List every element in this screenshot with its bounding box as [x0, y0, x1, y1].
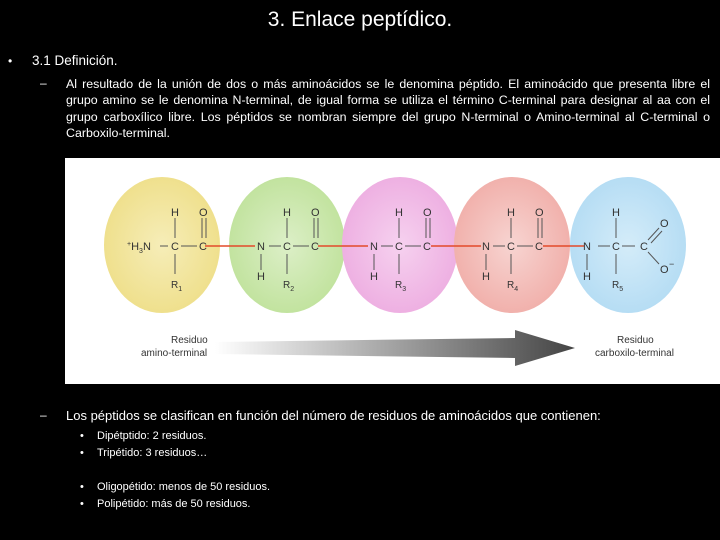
- atom-h: H: [583, 271, 591, 283]
- dash-1: –: [40, 76, 47, 90]
- section-heading: 3.1 Definición.: [32, 53, 118, 68]
- atom-o: O: [660, 264, 669, 276]
- atom-n: N: [482, 241, 490, 253]
- right-label-2: carboxilo-terminal: [595, 348, 674, 359]
- r-group-2: $R_2$: [283, 280, 295, 293]
- r-group-5: $R_5$: [612, 280, 624, 293]
- atom-o: O: [423, 207, 432, 219]
- list-item: Tripétido: 3 residuos…: [97, 447, 208, 459]
- atom-n: N: [257, 241, 265, 253]
- atom-h: H: [395, 207, 403, 219]
- definition-paragraph: Al resultado de la unión de dos o más aminoácidos se le denomina péptido. El aminoácido que presenta libre el grupo amino se le denomina N-terminal, de igual forma se utiliza el término C-terminal para designar al aa con el grupo carboxílico libre. Los péptidos se nombran siempre del grupo N-terminal o Amino-terminal al C-terminal o Carboxilo-terminal.: [66, 77, 710, 140]
- classification-paragraph: Los péptidos se clasifican en función del número de residuos de aminoácidos que contienen:: [66, 408, 601, 423]
- n-terminus-label: $^+H_3N$: [127, 241, 151, 255]
- r-group-3: $R_3$: [395, 280, 407, 293]
- list-bullet: •: [80, 498, 84, 510]
- right-label-1: Residuo: [617, 335, 654, 346]
- atom-o: O: [311, 207, 320, 219]
- atom-c: C: [612, 241, 620, 253]
- atom-c: C: [171, 241, 179, 253]
- atom-o: O: [660, 218, 669, 230]
- list-bullet: •: [80, 447, 84, 459]
- atom-h: H: [612, 207, 620, 219]
- atom-h: H: [171, 207, 179, 219]
- atom-h: H: [507, 207, 515, 219]
- atom-c: C: [535, 241, 543, 253]
- list-bullet: •: [80, 481, 84, 493]
- atom-c: C: [199, 241, 207, 253]
- r-group-4: $R_4$: [507, 280, 519, 293]
- atom-h: H: [482, 271, 490, 283]
- slide-title: 3. Enlace peptídico.: [267, 8, 453, 31]
- atom-c: C: [395, 241, 403, 253]
- dash-2: –: [40, 408, 47, 422]
- charge-minus: −: [669, 259, 675, 269]
- peptide-figure: [65, 158, 720, 384]
- section-bullet: •: [8, 54, 13, 68]
- atom-c: C: [507, 241, 515, 253]
- r-group-1: $R_1$: [171, 280, 183, 293]
- list-item: Dipétptido: 2 residuos.: [97, 430, 207, 442]
- atom-n: N: [583, 241, 591, 253]
- peptide-diagram: [65, 158, 720, 384]
- atom-n: N: [370, 241, 378, 253]
- atom-h: H: [257, 271, 265, 283]
- atom-c: C: [283, 241, 291, 253]
- left-label-1: Residuo: [171, 335, 208, 346]
- atom-c: C: [311, 241, 319, 253]
- atom-c: C: [423, 241, 431, 253]
- atom-c: C: [640, 241, 648, 253]
- list-item: Polipétido: más de 50 residuos.: [97, 498, 251, 510]
- atom-h: H: [283, 207, 291, 219]
- list-bullet: •: [80, 430, 84, 442]
- atom-o: O: [199, 207, 208, 219]
- left-label-2: amino-terminal: [141, 348, 208, 359]
- direction-arrow: [215, 330, 575, 366]
- atom-o: O: [535, 207, 544, 219]
- atom-h: H: [370, 271, 378, 283]
- list-item: Oligopétido: menos de 50 residuos.: [97, 481, 271, 493]
